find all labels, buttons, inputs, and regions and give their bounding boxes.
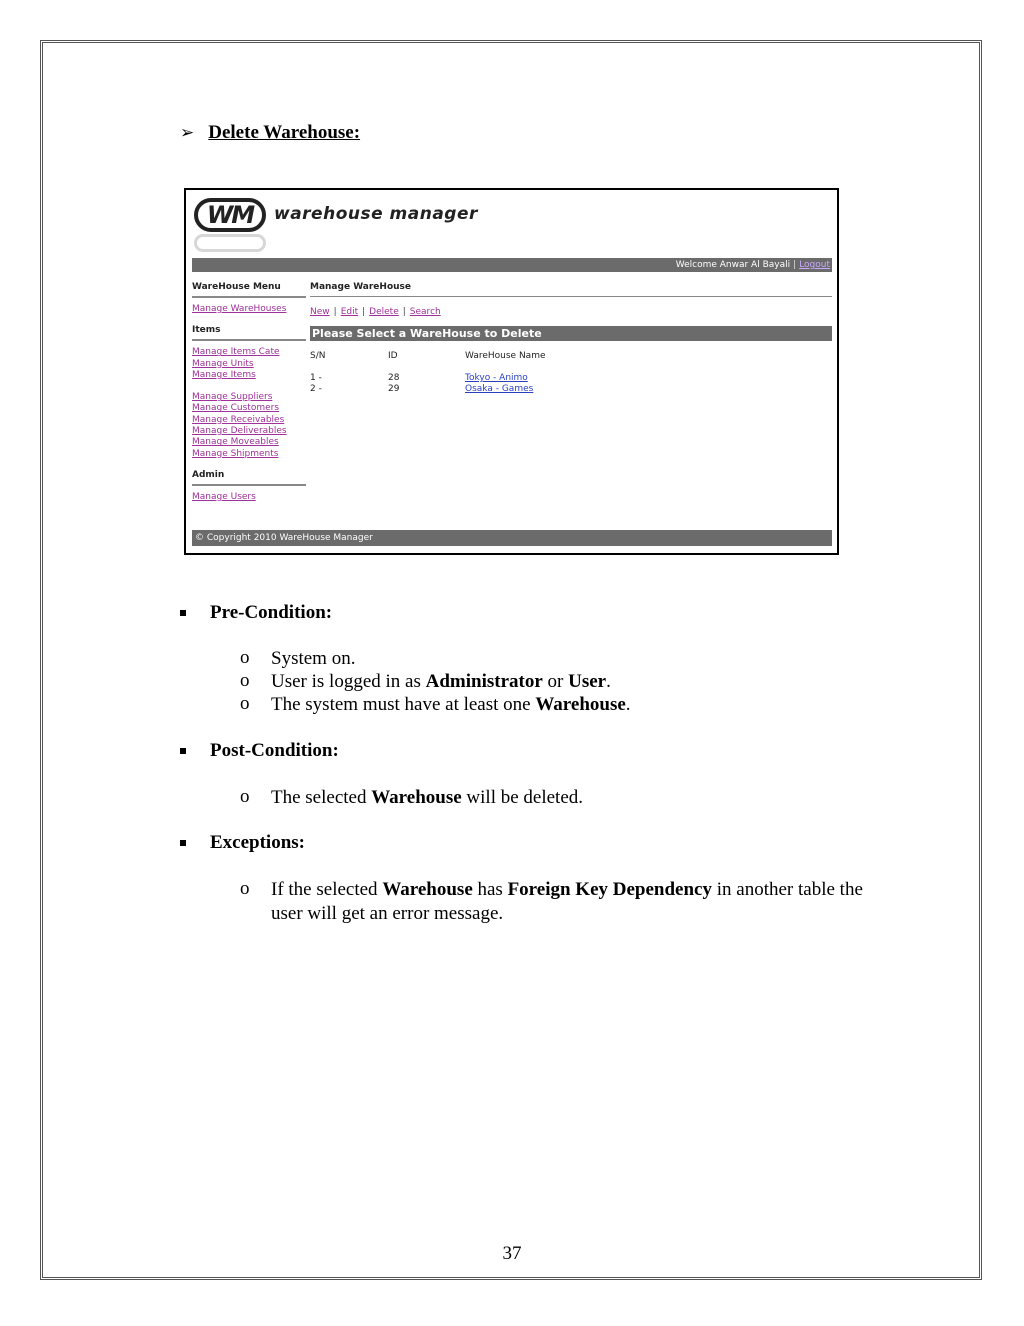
circle-bullet-icon: o [240,786,250,807]
pre-condition-title: Pre-Condition: [210,602,333,623]
exceptions-title: Exceptions: [210,832,305,853]
circle-bullet-icon: o [240,670,250,691]
sidebar-item-manage-units[interactable]: Manage Units [192,358,254,369]
row-1-sn: 1 - [310,373,322,383]
sidebar [192,282,306,503]
exceptions-heading [180,832,305,854]
welcome-text: Welcome Anwar Al Bayali [675,260,791,270]
sidebar-admin-title: Admin [192,470,306,486]
list-item: o If the selected Warehouse has Foreign Key Dependency in another table the user will get an error message. [240,878,863,924]
circle-bullet-icon: o [240,647,250,668]
select-banner: Please Select a WareHouse to Delete [310,326,832,341]
action-links: New | Edit | Delete | Search [310,307,441,317]
page-number: 37 [502,1243,522,1264]
app-logo [194,198,494,253]
sidebar-item-manage-receivables[interactable]: Manage Receivables [192,414,285,425]
square-bullet-icon [180,840,186,846]
sidebar-item-manage-suppliers[interactable]: Manage Suppliers [192,392,273,403]
sidebar-item-manage-deliverables[interactable]: Manage Deliverables [192,426,287,437]
app-footer: © Copyright 2010 WareHouse Manager [192,530,832,546]
section-heading [180,122,360,144]
sidebar-item-manage-users[interactable]: Manage Users [192,491,256,502]
list-item: o System on. [240,647,356,669]
square-bullet-icon [180,610,186,616]
post-condition-heading [180,740,339,762]
search-link[interactable]: Search [409,307,441,317]
list-item: o The system must have at least one Warehouse. [240,693,631,715]
logo-text: warehouse manager [274,204,478,224]
post-condition-title: Post-Condition: [210,740,339,761]
sidebar-item-manage-moveables[interactable]: Manage Moveables [192,437,279,448]
logo-reflection [194,234,434,252]
list-item: o The selected Warehouse will be deleted. [240,786,584,808]
column-header-sn: S/N [310,351,326,361]
app-screenshot [184,188,839,555]
circle-bullet-icon: o [240,878,250,899]
top-bar [192,258,832,272]
arrow-bullet-icon: ➢ [180,123,195,142]
delete-link[interactable]: Delete [369,307,399,317]
list-item: o User is logged in as Administrator or User. [240,670,611,692]
separator: | [793,260,797,270]
main-title: Manage WareHouse [310,282,832,297]
sidebar-item-manage-shipments[interactable]: Manage Shipments [192,448,279,459]
row-2-sn: 2 - [310,384,322,394]
row-1-id: 28 [388,373,400,383]
logo-mark: WM [194,198,266,232]
circle-bullet-icon: o [240,693,250,714]
sidebar-items-title: Items [192,325,306,341]
sidebar-item-manage-items-cate[interactable]: Manage Items Cate [192,347,280,358]
sidebar-item-manage-customers[interactable]: Manage Customers [192,403,280,414]
row-1-name-link[interactable]: Tokyo - Animo [465,373,528,383]
logout-link[interactable]: Logout [799,260,830,270]
pre-condition-heading [180,602,332,624]
sidebar-item-manage-items[interactable]: Manage Items [192,369,256,380]
square-bullet-icon [180,748,186,754]
main-panel [310,282,832,411]
column-header-id: ID [388,351,398,361]
row-2-name-link[interactable]: Osaka - Games [465,384,534,394]
column-header-name: WareHouse Name [465,351,546,361]
heading-text: Delete Warehouse: [208,122,361,143]
sidebar-item-manage-warehouses[interactable]: Manage WareHouses [192,304,287,314]
row-2-id: 29 [388,384,400,394]
edit-link[interactable]: Edit [340,307,359,317]
new-link[interactable]: New [310,307,330,317]
warehouse-table [310,351,832,411]
sidebar-menu-title: WareHouse Menu [192,282,306,298]
